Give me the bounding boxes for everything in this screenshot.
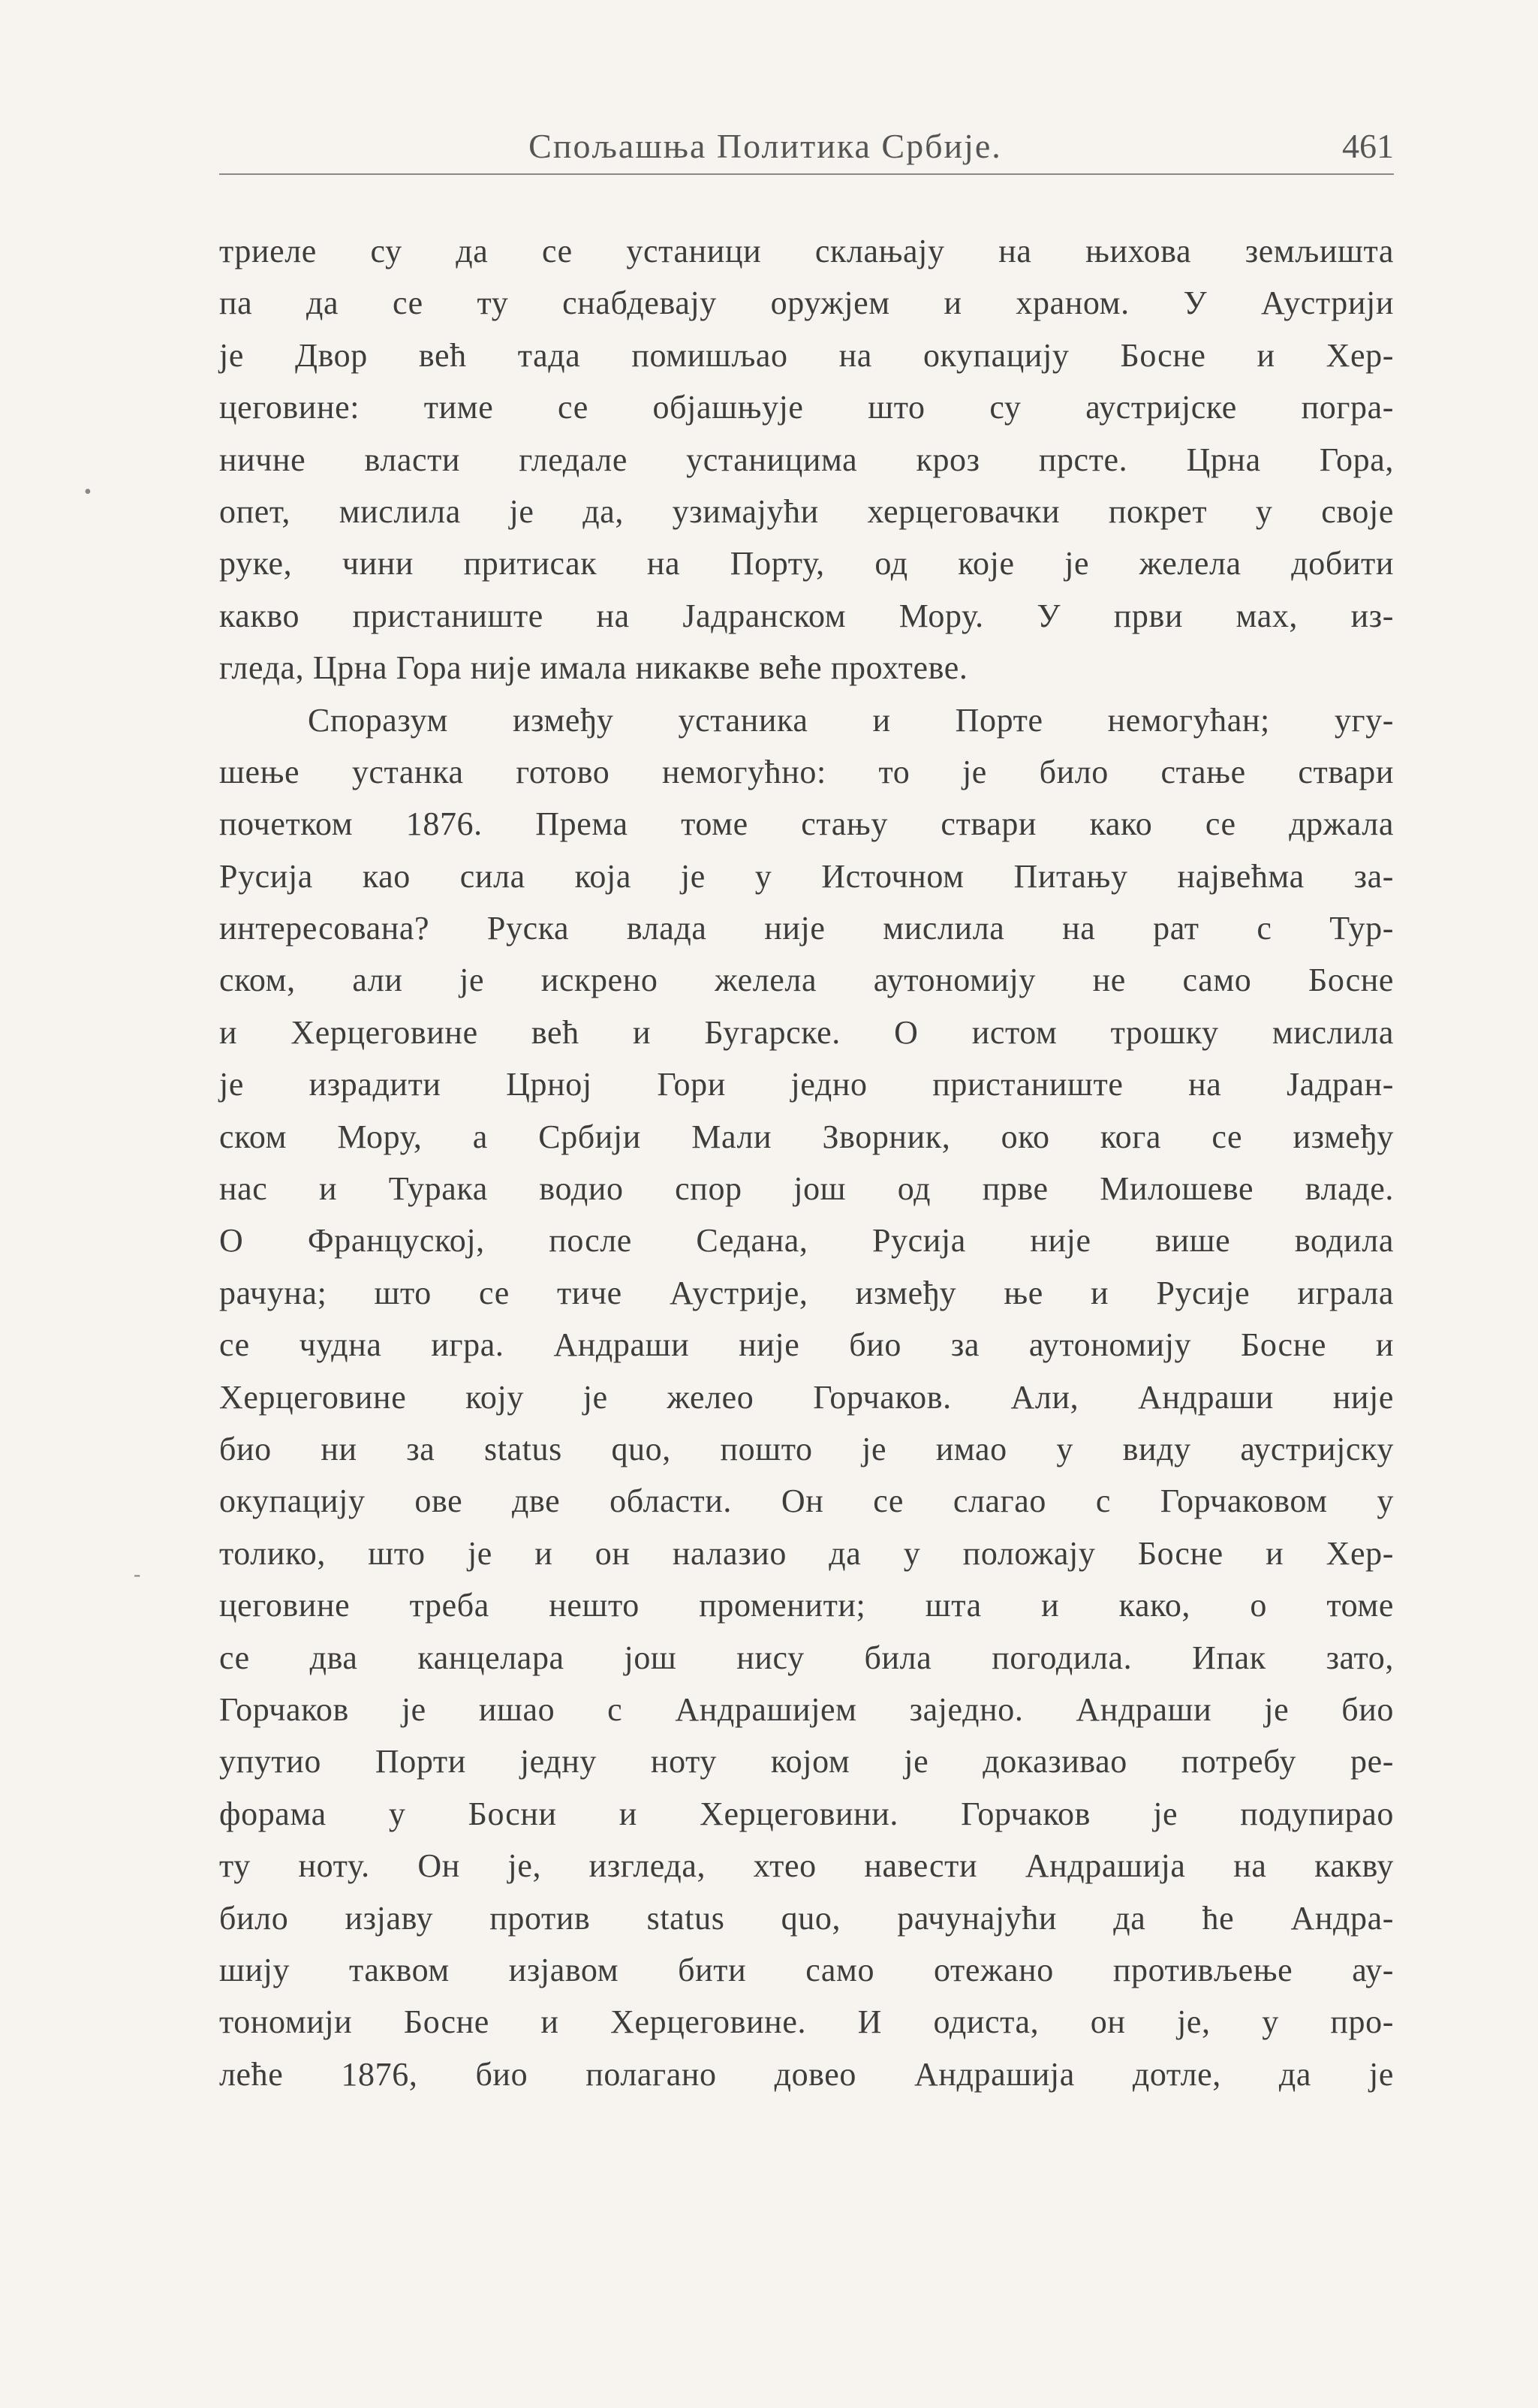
- text-line: какво пристаниште на Јадранском Мору. У први мах, из-: [219, 597, 1394, 634]
- text-line: Горчаков је ишао с Андрашијем заједно. Андраши је био: [219, 1690, 1394, 1728]
- header-rule: [219, 173, 1394, 175]
- margin-mark: -: [134, 1563, 141, 1586]
- text-line: ту ноту. Он је, изгледа, хтео навести Андрашија на какву: [219, 1847, 1394, 1885]
- text-line: ском Мору, а Србији Мали Зворник, око кога се између: [219, 1118, 1394, 1155]
- text-line: упутио Порти једну ноту којом је доказивао потребу ре-: [219, 1743, 1394, 1780]
- text-line: па да се ту снабдевају оружјем и храном. У Аустрији: [219, 284, 1394, 322]
- text-line: Русија као сила која је у Источном Питању највећма за-: [219, 857, 1394, 895]
- text-line: рачуна; што се тиче Аустрије, између ње и Русије играла: [219, 1274, 1394, 1311]
- text-line: тономији Босне и Херцеговине. И одиста, он је, у про-: [219, 2003, 1394, 2041]
- text-line: руке, чини притисак на Порту, од које је желела добити: [219, 545, 1394, 582]
- text-line: триеле су да се устаници склањају на њихова земљишта: [219, 233, 1394, 269]
- text-line: шење устанка готово немогућно: то је било стање ствари: [219, 753, 1394, 790]
- text-line: О Француској, после Седана, Русија није више водила: [219, 1222, 1394, 1260]
- text-line: је Двор већ тада помишљао на окупацију Босне и Хер-: [219, 336, 1394, 374]
- paragraph: [219, 694, 1394, 2101]
- text-line: гледа, Црна Гора није имала никакве веће прохтеве.: [219, 649, 968, 687]
- text-line: Херцеговине коју је желео Горчаков. Али, Андраши није: [219, 1378, 1394, 1416]
- text-line: опет, мислила је да, узимајући херцеговачки покрет у своје: [219, 492, 1394, 530]
- text-line: се два канцелара још нису била погодила. Ипак зато,: [219, 1639, 1394, 1676]
- text-line: цеговине: тиме се објашњује што су аустријске погра-: [219, 389, 1394, 426]
- margin-mark: •: [84, 480, 92, 504]
- text-line: цеговине треба нешто променити; шта и како, о томе: [219, 1587, 1394, 1624]
- body-text: [219, 225, 1394, 2100]
- text-line: Споразум између устаника и Порте немогућан; угу-: [308, 701, 1394, 739]
- text-line: ском, али је искрено желела аутономију не само Босне: [219, 962, 1394, 999]
- text-line: и Херцеговине већ и Бугарске. О истом трошку мислила: [219, 1013, 1394, 1051]
- text-line: био ни за status quo, пошто је имао у виду аустријску: [219, 1430, 1394, 1467]
- text-line: интересована? Руска влада није мислила на рат с Тур-: [219, 910, 1394, 947]
- text-line: форама у Босни и Херцеговини. Горчаков је подупирао: [219, 1795, 1394, 1832]
- text-line: почетком 1876. Према томе стању ствари како се држала: [219, 805, 1394, 843]
- text-line: се чудна игра. Андраши није био за аутономију Босне и: [219, 1326, 1394, 1364]
- text-line: леће 1876, био полагано довео Андрашија дотле, да је: [219, 2055, 1394, 2093]
- text-line: толико, што је и он налазио да у положају Босне и Хер-: [219, 1534, 1394, 1572]
- paragraph: [219, 225, 1394, 694]
- running-header: [219, 120, 1394, 173]
- text-line: је израдити Црној Гори једно пристаниште на Јадран-: [219, 1066, 1394, 1103]
- running-title: Спољашња Политика Србије.: [528, 127, 1002, 165]
- text-line: било изјаву против status quo, рачунајући да ће Андра-: [219, 1899, 1394, 1937]
- text-line: окупацију ове две области. Он се слагао с Горчаковом у: [219, 1482, 1394, 1520]
- text-line: шију таквом изјавом бити само отежано противљење ау-: [219, 1951, 1394, 1988]
- text-line: ничне власти гледале устаницима кроз прсте. Црна Гора,: [219, 441, 1394, 478]
- text-line: нас и Турака водио спор још од прве Милошеве владе.: [219, 1170, 1394, 1208]
- page-number: 461: [1342, 127, 1394, 165]
